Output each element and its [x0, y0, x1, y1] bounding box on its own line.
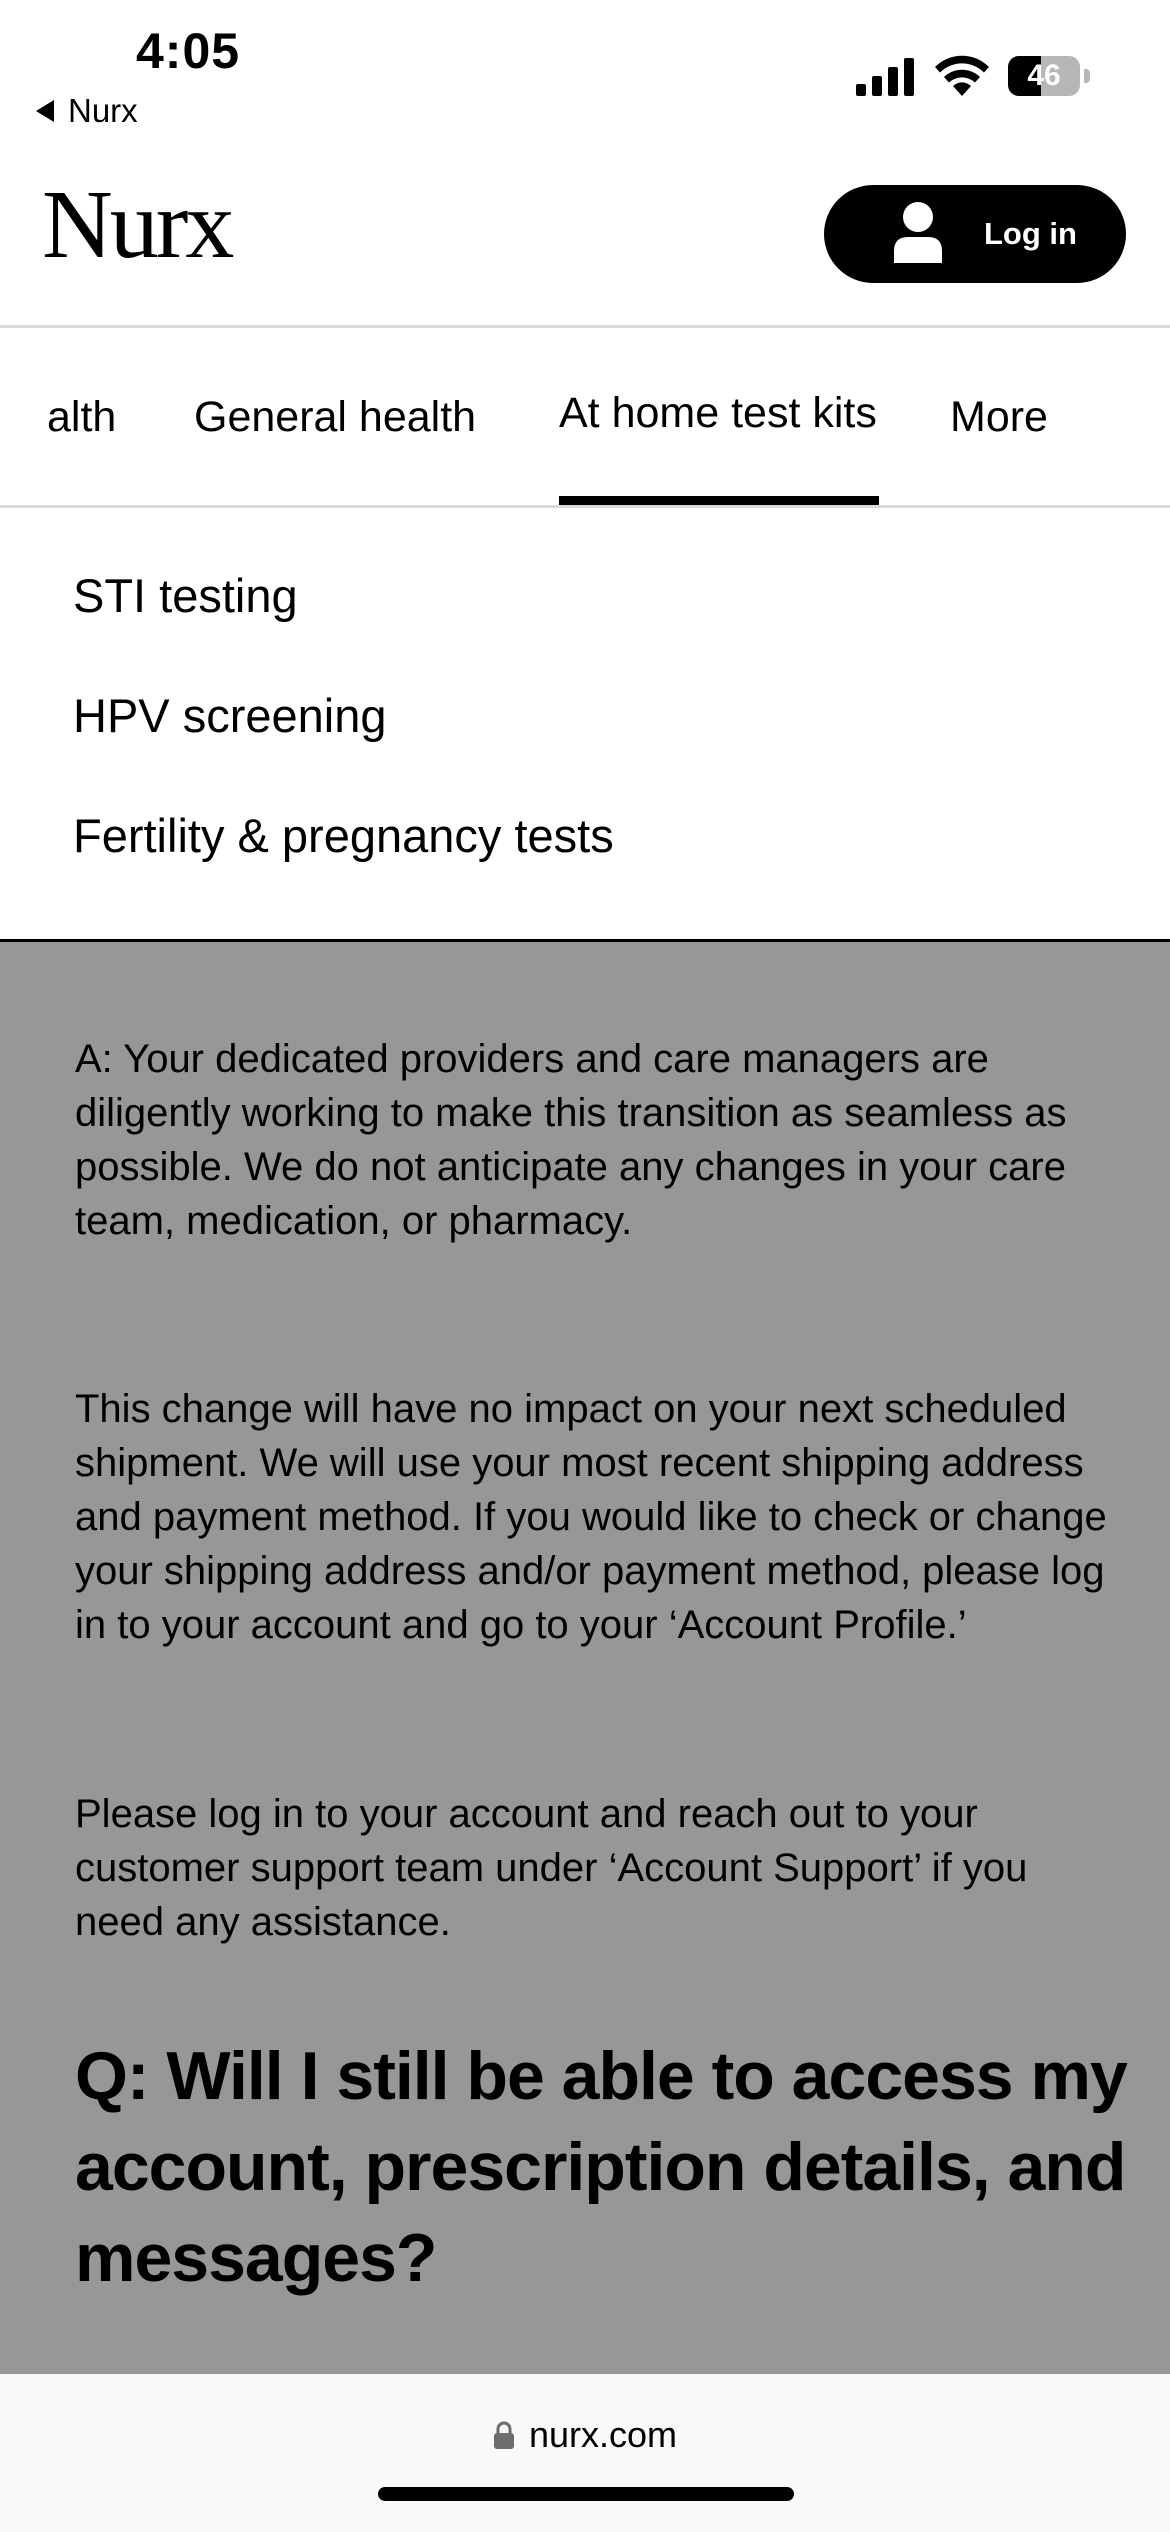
test-kits-submenu	[0, 508, 1170, 942]
browser-address-bar[interactable]	[0, 2374, 1170, 2532]
back-triangle-icon	[36, 100, 54, 122]
site-header	[0, 140, 1170, 328]
status-time: 4:05	[136, 23, 241, 79]
login-label: Log in	[984, 216, 1077, 251]
active-tab-indicator	[559, 496, 879, 506]
login-button[interactable]	[824, 185, 1126, 283]
wifi-icon	[934, 54, 990, 96]
home-indicator[interactable]	[378, 2487, 794, 2501]
url-display[interactable]	[0, 2414, 1170, 2456]
tab-general-health[interactable]: General health	[194, 393, 477, 441]
category-tabs	[0, 328, 1170, 508]
tab-at-home-test-kits[interactable]: At home test kits	[559, 389, 877, 437]
submenu-item-hpv-screening[interactable]: HPV screening	[73, 689, 387, 742]
tab-health[interactable]: alth	[47, 393, 117, 441]
submenu-item-fertility-pregnancy[interactable]: Fertility & pregnancy tests	[73, 809, 614, 862]
nurx-logo[interactable]: Nurx	[42, 171, 232, 279]
status-bar	[0, 0, 1170, 140]
page-content-overlay[interactable]	[0, 942, 1170, 2374]
lock-icon	[493, 2420, 515, 2450]
submenu-item-sti-testing[interactable]: STI testing	[73, 569, 298, 622]
battery-level: 46	[1027, 59, 1061, 92]
url-text: nurx.com	[528, 2414, 678, 2455]
back-app-label: Nurx	[68, 92, 138, 129]
faq-question-heading: Q: Will I still be able to access my account, prescription details, and messages?	[75, 2038, 1127, 2296]
cellular-signal-icon	[856, 58, 914, 96]
answer-paragraph-2: This change will have no impact on your next scheduled shipment. We will use your most recent shipping address and payment method. If you would like to check or change your shipping address and/or payment method, please log in to your account and go to your ‘Account Profile.’	[75, 1387, 1107, 1647]
user-icon	[892, 201, 944, 263]
back-to-app-button[interactable]	[36, 92, 138, 130]
battery-icon	[1008, 56, 1090, 96]
answer-paragraph-3: Please log in to your account and reach out to your customer support team under ‘Account Support’ if you need any assistance.	[75, 1792, 1028, 1944]
answer-paragraph-1: A: Your dedicated providers and care managers are diligently working to make this transition as seamless as possible. We do not anticipate any changes in your care team, medication, or pharmacy.	[75, 1037, 1067, 1243]
tab-more[interactable]: More	[950, 393, 1048, 441]
